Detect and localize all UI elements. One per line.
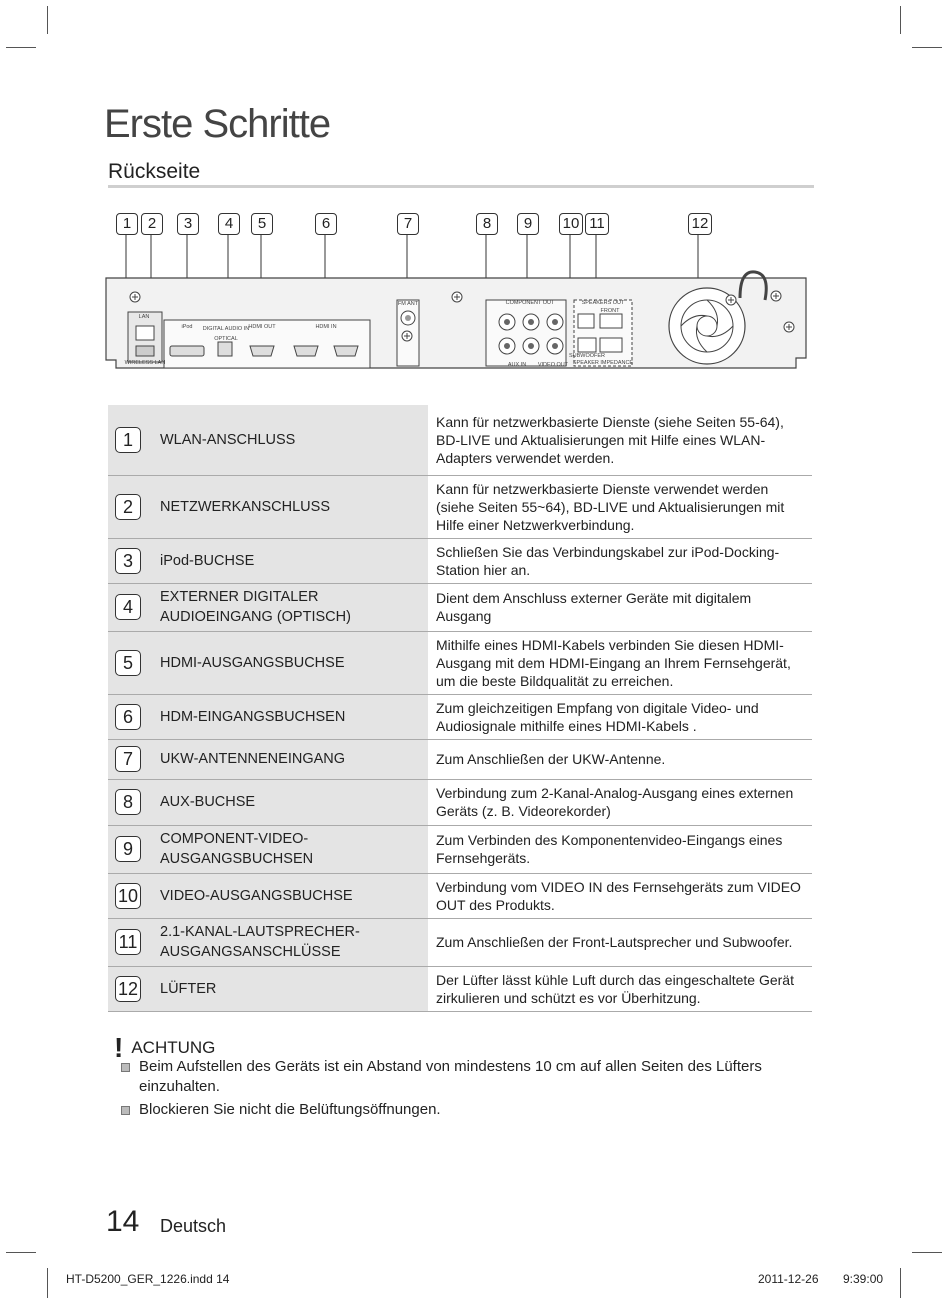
part-number-cell [108, 405, 148, 475]
callout-1: 1 [116, 213, 138, 235]
part-description: Dient dem Anschluss externer Geräte mit digitalem Ausgang [428, 583, 812, 631]
caution-item [121, 1057, 781, 1097]
caution-item-text: Blockieren Sie nicht die Belüftungsöffnungen. [139, 1101, 441, 1118]
callout-4: 4 [218, 213, 240, 235]
part-description: Schließen Sie das Verbindungskabel zur iPod-Docking-Station hier an. [428, 538, 812, 583]
part-number-cell [108, 694, 148, 739]
part-number: 4 [115, 594, 141, 620]
bullet-square-icon [121, 1106, 130, 1115]
panel-label-hdmi-out: HDMI OUT [248, 324, 276, 330]
parts-table-row [108, 694, 812, 739]
part-number: 7 [115, 746, 141, 772]
part-number: 12 [115, 976, 141, 1002]
part-name: UKW-ANTENNENEINGANG [148, 739, 428, 779]
part-name: 2.1-KANAL-LAUTSPRECHER-AUSGANGSANSCHLÜSSE [148, 918, 428, 966]
part-name: AUX-BUCHSE [148, 779, 428, 825]
chapter-title: Erste Schritte [104, 102, 331, 146]
part-number: 3 [115, 548, 141, 574]
part-number-cell [108, 475, 148, 538]
part-number-cell [108, 825, 148, 873]
part-number-cell [108, 966, 148, 1011]
part-number-cell [108, 779, 148, 825]
part-number-cell [108, 918, 148, 966]
part-name: LÜFTER [148, 966, 428, 1011]
part-number-cell [108, 631, 148, 694]
caution-title: ACHTUNG [131, 1038, 216, 1057]
bullet-square-icon [121, 1063, 130, 1072]
part-number: 1 [115, 427, 141, 453]
parts-table-row [108, 873, 812, 918]
panel-label-component-out: COMPONENT OUT [505, 300, 555, 306]
part-name: WLAN-ANSCHLUSS [148, 405, 428, 475]
part-number: 11 [115, 929, 141, 955]
part-number-cell [108, 739, 148, 779]
crop-mark [47, 1268, 48, 1298]
part-number: 6 [115, 704, 141, 730]
part-description: Zum gleichzeitigen Empfang von digitale Video- und Audiosignale mithilfe eines HDMI-Kabels . [428, 694, 812, 739]
crop-mark [900, 1268, 901, 1298]
parts-table-row [108, 825, 812, 873]
part-description: Zum Anschließen der UKW-Antenne. [428, 739, 812, 779]
part-number-cell [108, 583, 148, 631]
language-label: Deutsch [160, 1216, 227, 1236]
parts-table-row [108, 405, 812, 475]
part-name: HDMI-AUSGANGSBUCHSE [148, 631, 428, 694]
part-name: HDM-EINGANGSBUCHSEN [148, 694, 428, 739]
page-number: 14 [106, 1205, 140, 1238]
rear-panel-diagram [0, 0, 950, 380]
crop-mark [912, 1252, 942, 1253]
callout-12: 12 [688, 213, 712, 235]
panel-label-digital-audio-in: DIGITAL AUDIO IN [202, 326, 250, 332]
panel-label-lan: LAN [138, 314, 150, 320]
part-number-cell [108, 873, 148, 918]
part-description: Mithilfe eines HDMI-Kabels verbinden Sie diesen HDMI-Ausgang mit dem HDMI-Eingang an Ihrem Fernsehgerät, um die beste Bildqualität zu erreichen. [428, 631, 812, 694]
panel-label-ipod: iPod [181, 324, 193, 330]
part-number: 10 [115, 883, 141, 909]
caution-item [121, 1100, 781, 1120]
panel-label-speaker-impedance: SPEAKER IMPEDANCE [572, 360, 634, 366]
panel-label-fm-ant: FM ANT [397, 301, 419, 307]
part-number: 9 [115, 836, 141, 862]
callout-5: 5 [251, 213, 273, 235]
crop-mark [6, 1252, 36, 1253]
footer-date: 2011-12-26 [758, 1272, 819, 1286]
callout-11: 11 [585, 213, 609, 235]
part-description: Kann für netzwerkbasierte Dienste verwendet werden (siehe Seiten 55~64), BD-LIVE und Aktualisierungen mit Hilfe einer Netzwerkverbindung. [428, 475, 812, 538]
callout-3: 3 [177, 213, 199, 235]
part-description: Verbindung zum 2-Kanal-Analog-Ausgang eines externen Geräts (z. B. Videorekorder) [428, 779, 812, 825]
parts-table-row [108, 966, 812, 1011]
parts-table-row [108, 779, 812, 825]
part-name: EXTERNER DIGITALER AUDIOEINGANG (OPTISCH) [148, 583, 428, 631]
panel-label-aux-in: AUX IN [507, 362, 527, 368]
caution-icon: ! [114, 1032, 124, 1063]
part-description: Zum Anschließen der Front-Lautsprecher und Subwoofer. [428, 918, 812, 966]
panel-label-video-out: VIDEO OUT [537, 362, 569, 368]
parts-table-row [108, 739, 812, 779]
panel-label-speakers-out: SPEAKERS OUT [581, 300, 625, 306]
part-name: NETZWERKANSCHLUSS [148, 475, 428, 538]
part-description: Kann für netzwerkbasierte Dienste (siehe Seiten 55-64), BD-LIVE und Aktualisierungen mit Hilfe eines WLAN-Adapters verwendet werden. [428, 405, 812, 475]
parts-table [108, 405, 812, 1012]
part-name: iPod-BUCHSE [148, 538, 428, 583]
callout-8: 8 [476, 213, 498, 235]
panel-label-wireless-lan: WIRELESS LAN [124, 360, 166, 366]
footer-time: 9:39:00 [843, 1272, 884, 1286]
part-description: Zum Verbinden des Komponentenvideo-Eingangs eines Fernsehgeräts. [428, 825, 812, 873]
callout-2: 2 [141, 213, 163, 235]
callout-6: 6 [315, 213, 337, 235]
panel-label-hdmi-in: HDMI IN [315, 324, 337, 330]
parts-table-row [108, 918, 812, 966]
section-title: Rückseite [108, 160, 201, 183]
part-name: VIDEO-AUSGANGSBUCHSE [148, 873, 428, 918]
panel-label-front: FRONT [600, 308, 620, 314]
parts-table-row [108, 538, 812, 583]
part-number: 8 [115, 789, 141, 815]
part-number: 2 [115, 494, 141, 520]
part-number: 5 [115, 650, 141, 676]
callout-9: 9 [517, 213, 539, 235]
part-description: Der Lüfter lässt kühle Luft durch das eingeschaltete Gerät zirkulieren und schützt es vor Überhitzung. [428, 966, 812, 1011]
panel-label-subwoofer: SUBWOOFER [568, 353, 606, 359]
parts-table-row [108, 583, 812, 631]
caution-item-text: Beim Aufstellen des Geräts ist ein Abstand von mindestens 10 cm auf allen Seiten des Lüfters einzuhalten. [139, 1058, 762, 1095]
callout-10: 10 [559, 213, 583, 235]
parts-table-row [108, 475, 812, 538]
callout-7: 7 [397, 213, 419, 235]
footer-file: HT-D5200_GER_1226.indd 14 [66, 1272, 230, 1286]
caution-heading [114, 1028, 216, 1063]
part-description: Verbindung vom VIDEO IN des Fernsehgeräts zum VIDEO OUT des Produkts. [428, 873, 812, 918]
parts-table-row [108, 631, 812, 694]
part-number-cell [108, 538, 148, 583]
panel-label-optical: OPTICAL [214, 336, 238, 342]
part-name: COMPONENT-VIDEO-AUSGANGSBUCHSEN [148, 825, 428, 873]
